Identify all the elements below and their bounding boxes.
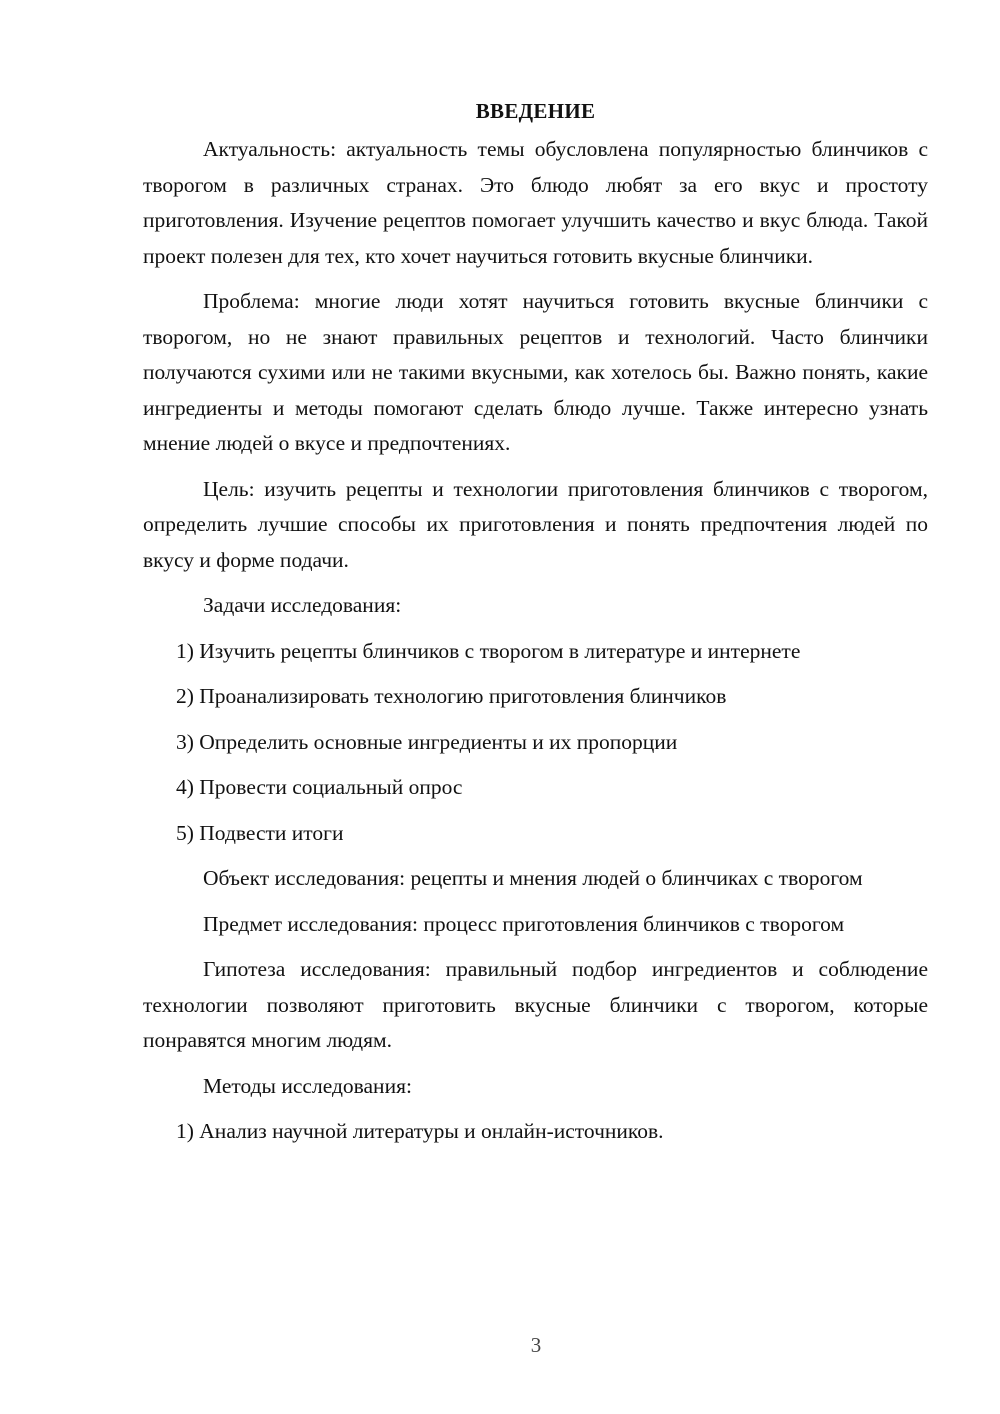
- object-paragraph: Объект исследования: рецепты и мнения людей о блинчиках с творогом: [203, 866, 863, 890]
- relevance-paragraph: Актуальность: актуальность темы обусловлена популярностью блинчиков с творогом в различных странах. Это блюдо любят за его вкус и простоту приготовления. Изучение рецептов помогает улучшить качество и вкус блюда. Такой проект полезен для тех, кто хочет научиться готовить вкусные блинчики.: [143, 137, 928, 268]
- hypothesis-paragraph: Гипотеза исследования: правильный подбор ингредиентов и соблюдение технологии позволяют приготовить вкусные блинчики с творогом, которые понравятся многим людям.: [143, 957, 928, 1052]
- tasks-list: [143, 634, 928, 852]
- tasks-label: Задачи исследования:: [203, 593, 402, 617]
- problem-paragraph: Проблема: многие люди хотят научиться готовить вкусные блинчики с творогом, но не знают правильных рецептов и технологий. Часто блинчики получаются сухими или не такими вкусными, как хотелось бы. Важно понять, какие ингредиенты и методы помогают сделать блюдо лучше. Также интересно узнать мнение людей о вкусе и предпочтениях.: [143, 289, 928, 455]
- methods-label: Методы исследования:: [203, 1073, 412, 1098]
- page-number: 3: [530, 1333, 542, 1357]
- methods-list: [143, 1114, 928, 1150]
- task-item: 1) Изучить рецепты блинчиков с творогом в литературе и интернете: [176, 638, 801, 663]
- document-title: ВВЕДЕНИЕ: [475, 99, 596, 123]
- document-page: [143, 96, 928, 1296]
- subject-paragraph: Предмет исследования: процесс приготовления блинчиков с творогом: [203, 911, 845, 936]
- goal-paragraph: Цель: изучить рецепты и технологии приготовления блинчиков с творогом, определить лучшие способы их приготовления и понять предпочтения людей по вкусу и форме подачи.: [143, 476, 928, 572]
- task-item: 5) Подвести итоги: [176, 820, 344, 845]
- task-item: 2) Проанализировать технологию приготовления блинчиков: [176, 684, 727, 708]
- task-item: 3) Определить основные ингредиенты и их пропорции: [176, 729, 678, 754]
- method-item: 1) Анализ научной литературы и онлайн-источников.: [176, 1119, 664, 1143]
- task-item: 4) Провести социальный опрос: [176, 775, 463, 799]
